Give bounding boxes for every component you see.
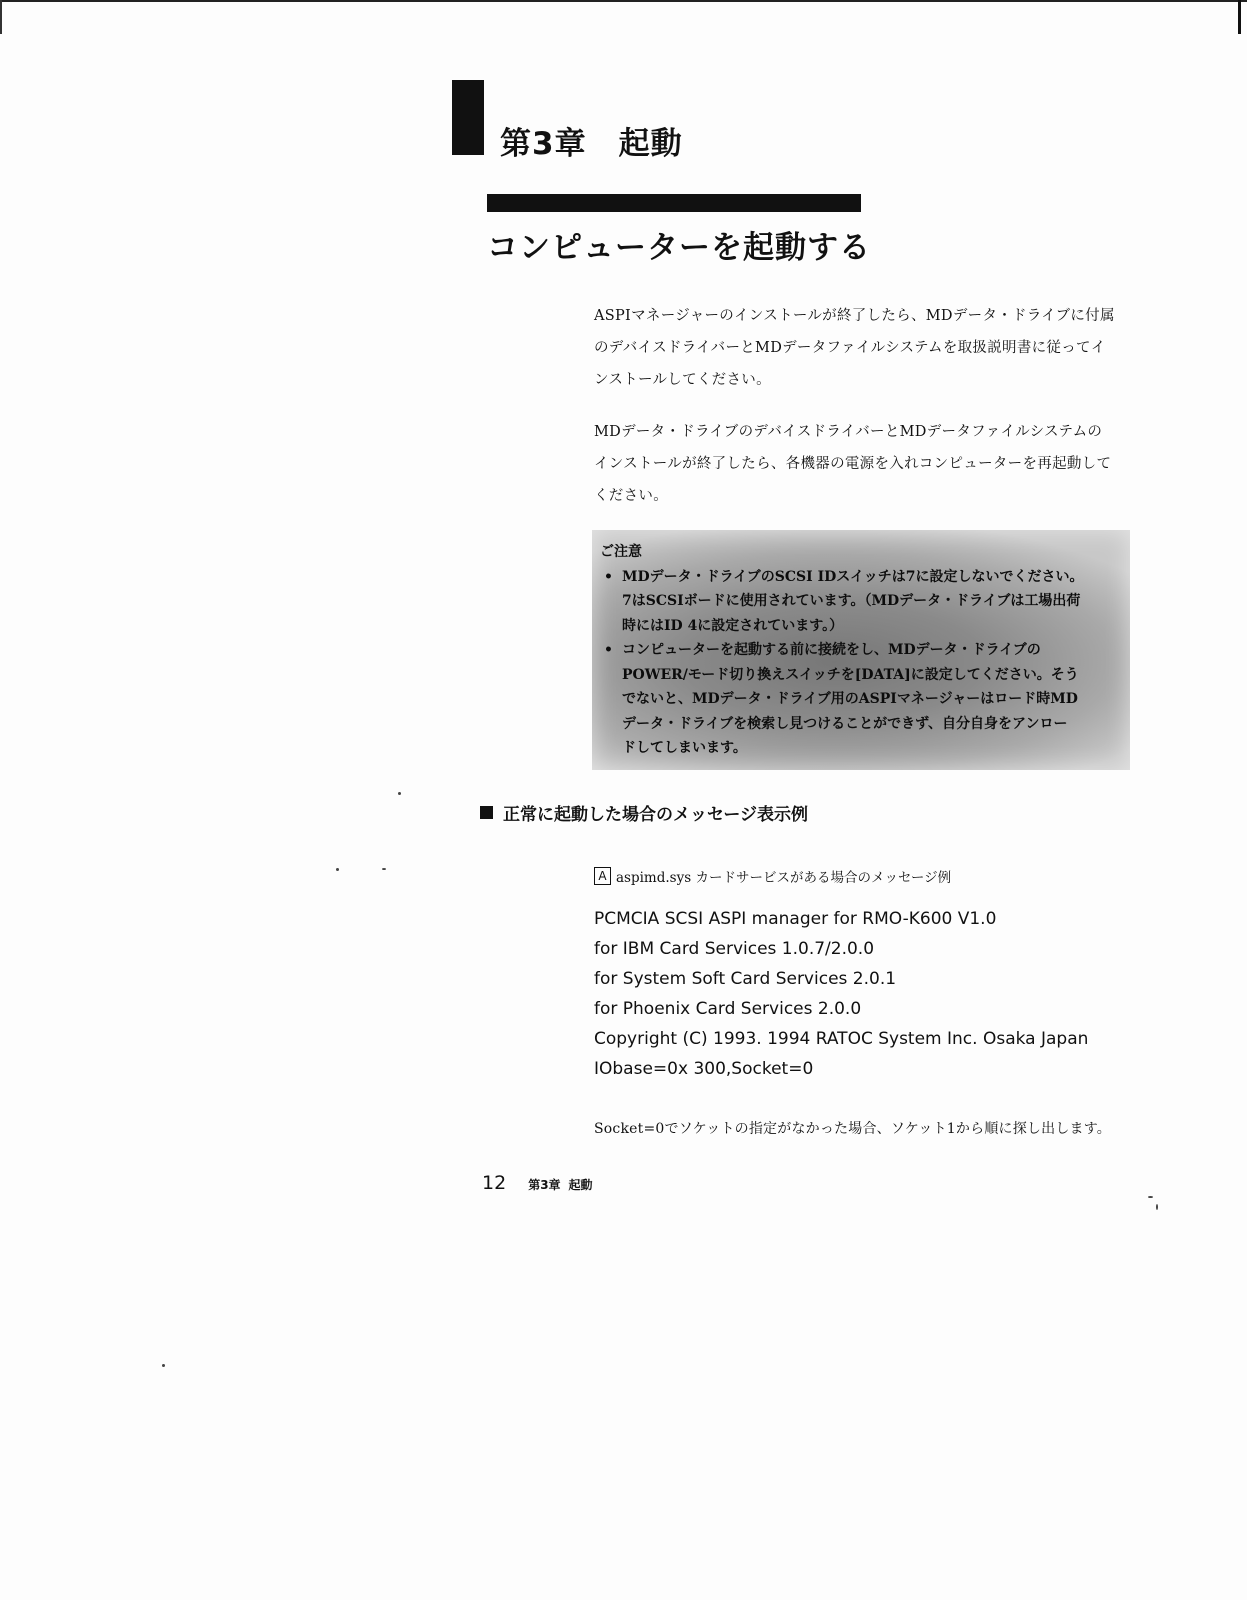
running-chapter: 第3章 xyxy=(528,1178,561,1192)
example-caption xyxy=(594,866,951,886)
scan-border-left xyxy=(0,0,2,34)
page-footer xyxy=(482,1172,593,1194)
boxed-letter-icon: A xyxy=(594,867,611,885)
section-title: コンピューターを起動する xyxy=(487,230,871,266)
scan-speck xyxy=(398,792,401,795)
caution-line: MDデータ・ドライブのSCSI IDスイッチは7に設定しないでください。 xyxy=(622,568,1084,585)
square-bullet-icon xyxy=(480,806,493,819)
body-paragraph-2 xyxy=(594,416,1134,512)
bullet-icon: • xyxy=(604,568,613,585)
section-rule xyxy=(487,194,861,212)
chapter-marker-bar xyxy=(452,80,484,155)
caution-line: 時にはID 4に設定されています。） xyxy=(622,617,844,634)
chapter-name: 起動 xyxy=(618,126,683,162)
paragraph-line: MDデータ・ドライブのデバイスドライバーとMDデータファイルシステムの xyxy=(594,424,1103,440)
caution-line: コンピューターを起動する前に接続をし、MDデータ・ドライブの xyxy=(622,642,1041,658)
caution-item xyxy=(600,565,1120,639)
console-line: for System Soft Card Services 2.0.1 xyxy=(594,969,897,989)
console-line: for Phoenix Card Services 2.0.0 xyxy=(594,999,862,1019)
caution-box xyxy=(592,530,1130,770)
running-head xyxy=(528,1176,592,1193)
subheading xyxy=(480,800,808,825)
paragraph-line: ンストールしてください。 xyxy=(594,372,771,388)
chapter-number: 第3章 xyxy=(500,126,587,162)
scan-speck xyxy=(382,868,386,870)
caution-title: ご注意 xyxy=(600,544,642,560)
caution-line: POWER/モード切り換えスイッチを[DATA]に設定してください。そう xyxy=(622,666,1079,683)
running-title: 起動 xyxy=(568,1178,593,1192)
scan-speck xyxy=(336,868,339,871)
caution-line: ドしてしまいます。 xyxy=(622,740,747,756)
console-line: IObase=0x 300,Socket=0 xyxy=(594,1059,814,1079)
console-line: PCMCIA SCSI ASPI manager for RMO-K600 V1.0 xyxy=(594,909,997,929)
paragraph-line: ASPIマネージャーのインストールが終了したら、MDデータ・ドライブに付属 xyxy=(594,308,1115,324)
console-line: for IBM Card Services 1.0.7/2.0.0 xyxy=(594,939,875,959)
scan-border-right xyxy=(1238,0,1241,34)
paragraph-line: ください。 xyxy=(594,488,668,504)
scan-speck xyxy=(1148,1196,1153,1198)
scan-speck xyxy=(162,1364,165,1367)
console-output xyxy=(594,904,1154,1084)
body-paragraph-1 xyxy=(594,300,1134,396)
scan-border-top xyxy=(0,0,1247,2)
chapter-title xyxy=(500,118,683,163)
caution-line: データ・ドライブを検索し見つけることができず、自分自身をアンロー xyxy=(622,715,1068,732)
socket-note: Socket=0でソケットの指定がなかった場合、ソケット1から順に探し出します。 xyxy=(594,1121,1111,1137)
caution-line: でないと、MDデータ・ドライブ用のASPIマネージャーはロード時MD xyxy=(622,691,1078,707)
example-caption-text: aspimd.sys カードサービスがある場合のメッセージ例 xyxy=(616,870,952,886)
page-number: 12 xyxy=(482,1172,507,1194)
scan-speck xyxy=(1156,1204,1158,1210)
subheading-text: 正常に起動した場合のメッセージ表示例 xyxy=(503,805,808,825)
caution-line: 7はSCSIボードに使用されています。（MDデータ・ドライブは工場出荷 xyxy=(622,593,1081,609)
console-line: Copyright (C) 1993. 1994 RATOC System Inc. Osaka Japan xyxy=(594,1029,1089,1049)
paragraph-line: のデバイスドライバーとMDデータファイルシステムを取扱説明書に従ってイ xyxy=(594,340,1106,356)
caution-item xyxy=(600,638,1120,761)
paragraph-line: インストールが終了したら、各機器の電源を入れコンピューターを再起動して xyxy=(594,456,1112,472)
bullet-icon: • xyxy=(604,642,613,658)
